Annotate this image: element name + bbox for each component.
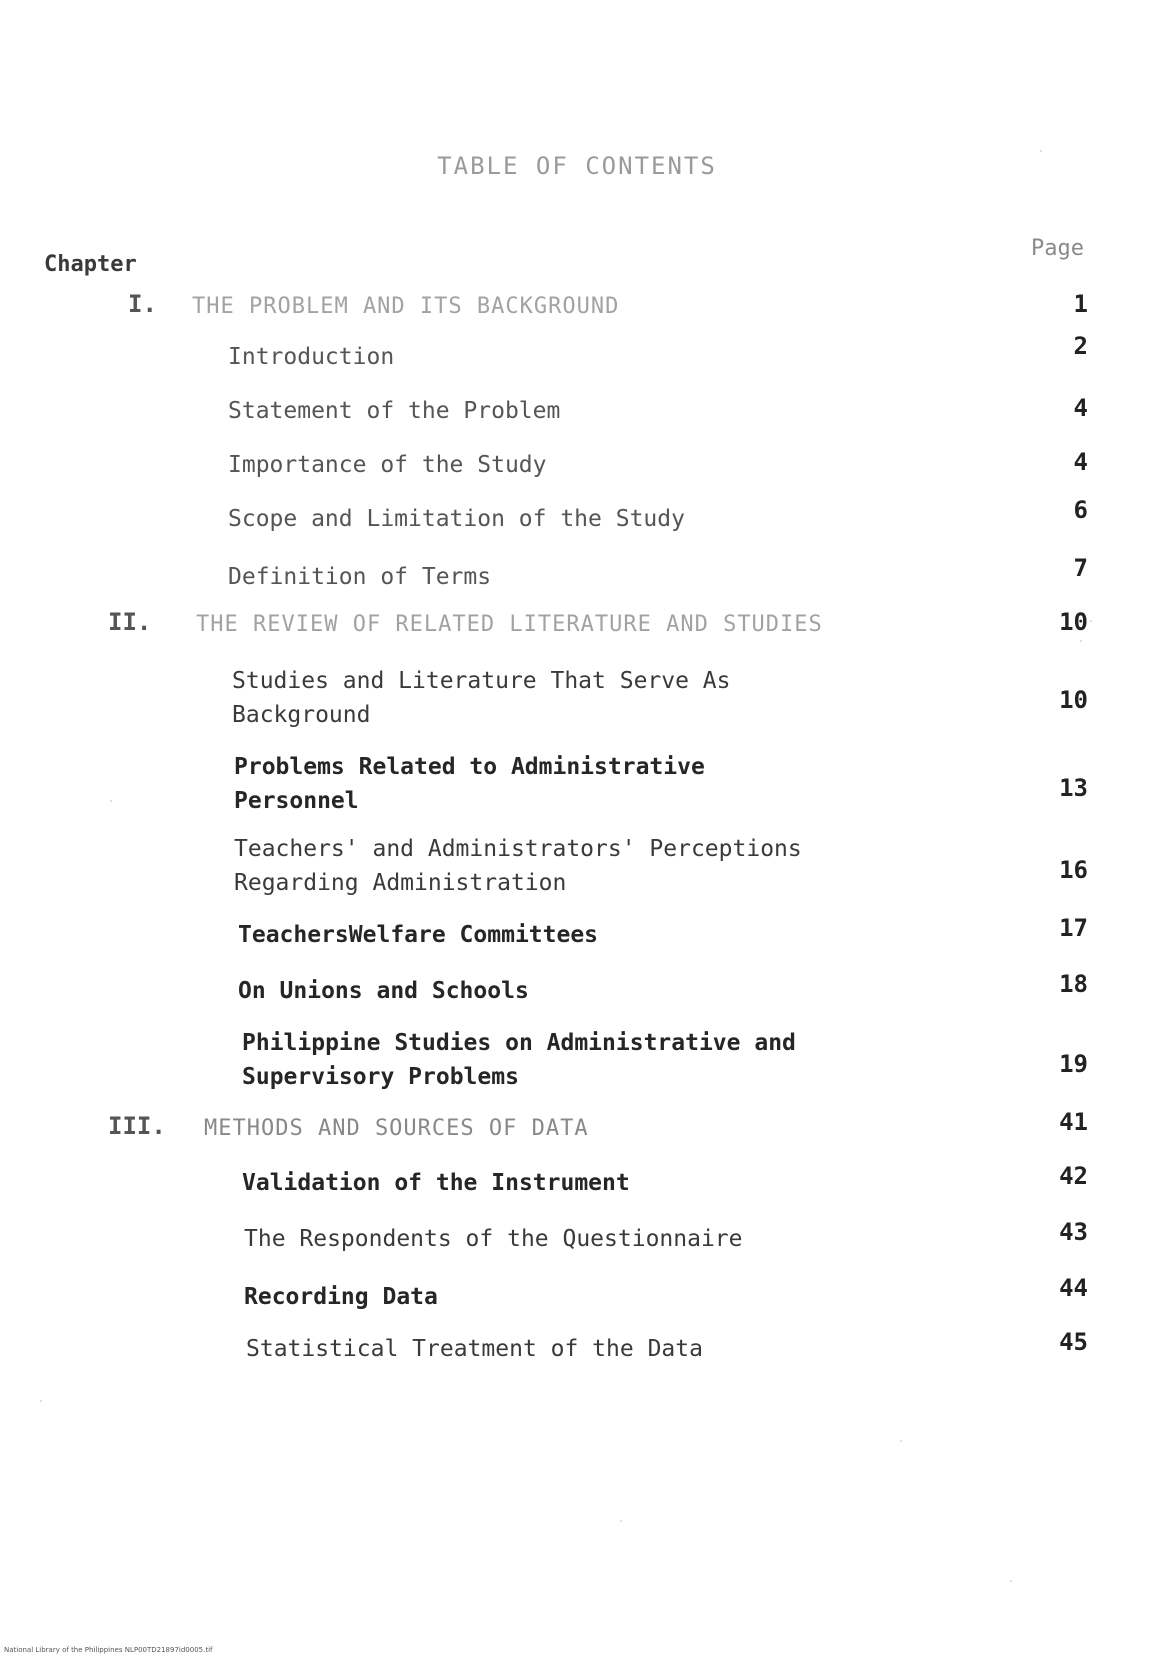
section-title: Definition of Terms: [228, 564, 492, 590]
section-title: Statement of the Problem: [228, 398, 561, 424]
page-number: 13: [1059, 774, 1088, 802]
section-title: On Unions and Schools: [238, 978, 529, 1004]
page-number: 41: [1059, 1108, 1088, 1136]
scan-speck: [1090, 620, 1092, 622]
section-title: Introduction: [228, 344, 395, 370]
page-number: 6: [1073, 496, 1088, 524]
scan-speck: [1010, 1580, 1012, 1582]
section-title: Statistical Treatment of the Data: [246, 1336, 703, 1362]
section-title: Studies and Literature That Serve As Background: [232, 668, 731, 728]
section-title: Problems Related to Administrative Personnel: [234, 754, 705, 814]
page-number: 7: [1073, 554, 1088, 582]
scan-speck: [110, 800, 112, 802]
section-title: The Respondents of the Questionnaire: [244, 1226, 743, 1252]
section-title: Philippine Studies on Administrative and Supervisory Problems: [242, 1030, 796, 1090]
chapter-title: THE PROBLEM AND ITS BACKGROUND: [192, 294, 620, 319]
page-number: 4: [1073, 448, 1088, 476]
chapter-numeral: III.: [108, 1112, 166, 1140]
page-number: 10: [1059, 608, 1088, 636]
section-title: Importance of the Study: [228, 452, 547, 478]
page-number: 19: [1059, 1050, 1088, 1078]
page-number: 1: [1073, 290, 1088, 318]
page-number: 17: [1059, 914, 1088, 942]
scan-speck: [1080, 640, 1082, 642]
column-header-chapter: Chapter: [44, 252, 137, 277]
page-number: 16: [1059, 856, 1088, 884]
page-number: 43: [1059, 1218, 1088, 1246]
section-title: Recording Data: [244, 1284, 438, 1310]
page-number: 45: [1059, 1328, 1088, 1356]
chapter-title: METHODS AND SOURCES OF DATA: [204, 1116, 589, 1141]
page-number: 4: [1073, 394, 1088, 422]
page-number: 18: [1059, 970, 1088, 998]
section-title: Validation of the Instrument: [242, 1170, 630, 1196]
page-number: 10: [1059, 686, 1088, 714]
chapter-numeral: I.: [128, 290, 157, 318]
section-title: TeachersWelfare Committees: [238, 922, 599, 948]
section-title: Teachers' and Administrators' Perceptions Regarding Administration: [234, 836, 802, 896]
scan-speck: [900, 1440, 902, 1442]
scan-speck: [40, 1400, 42, 1402]
column-header-page: Page: [1031, 236, 1084, 261]
scan-speck: [620, 1520, 622, 1522]
page-number: 44: [1059, 1274, 1088, 1302]
chapter-title: THE REVIEW OF RELATED LITERATURE AND STUDIES: [196, 612, 823, 637]
page-number: 2: [1073, 332, 1088, 360]
section-title: Scope and Limitation of the Study: [228, 506, 685, 532]
page-title: TABLE OF CONTENTS: [437, 152, 717, 180]
scan-footer-caption: National Library of the Philippines NLP00TD21897id0005.tif: [4, 1646, 213, 1654]
chapter-numeral: II.: [108, 608, 152, 636]
page-number: 42: [1059, 1162, 1088, 1190]
